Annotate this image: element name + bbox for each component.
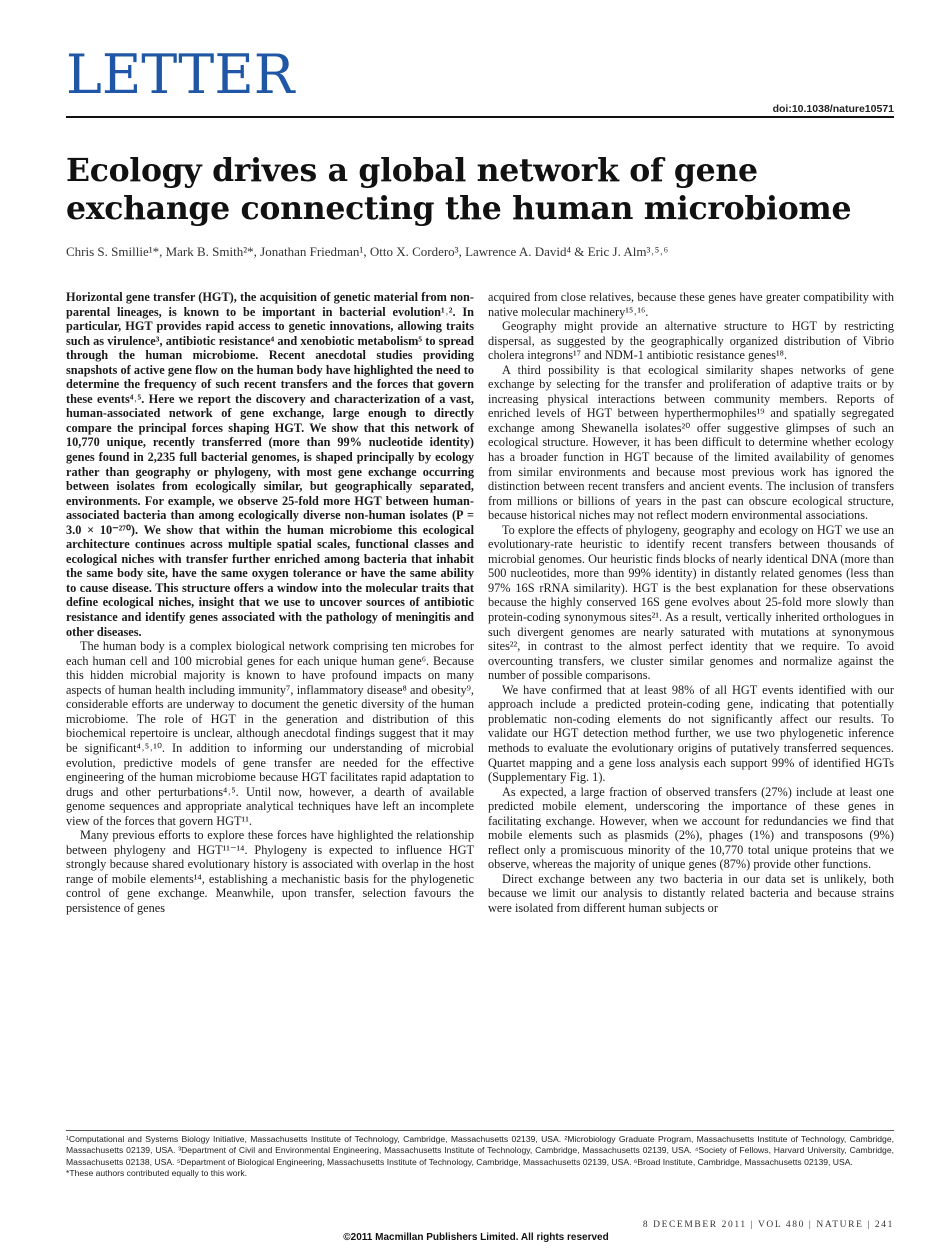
- journal-footer: 8 DECEMBER 2011 | VOL 480 | NATURE | 241: [642, 1220, 894, 1230]
- copyright-notice: ©2011 Macmillan Publishers Limited. All rights reserved: [343, 1232, 609, 1243]
- affiliations: [66, 1134, 894, 1179]
- body-column-left: [66, 290, 474, 916]
- article-title: Ecology drives a global network of gene exchange connecting the human microbiome: [66, 152, 852, 227]
- body-paragraph: A third possibility is that ecological similarity shapes networks of gene exchange by selecting for the transfer and proliferation of adaptive traits or by increasing physical interactions between community members. Reports of enriched levels of HGT between hyperthermophiles¹⁹ and spatially segregated exchange among Shewanella isolates²⁰ offer suggestive glimpses of such an ecological structure. However, it has been difficult to determine whether ecology has a broader function in HGT because of the limited availability of genomes from similar environments and because most previous work has ignored the distinction between recent transfers and ancient events. The inclusion of transfers from millions or billions of years in the past can obscure ecological structure, because historical niches may not reflect modern environmental associations.: [488, 362, 894, 523]
- body-column-right: [488, 290, 894, 916]
- section-label: LETTER: [66, 43, 295, 106]
- body-paragraph: Many previous efforts to explore these forces have highlighted the relationship between phylogeny and HGT¹¹⁻¹⁴. Phylogeny is expected to influence HGT strongly because shared evolutionary history is associated with overlap in the host range of mobile elements¹⁴, establishing a mechanistic basis for the phylogenetic control of gene exchange. Meanwhile, upon transfer, selection favours the persistence of genes: [66, 828, 474, 915]
- footnote-rule: [66, 1130, 894, 1131]
- body-paragraph: To explore the effects of phylogeny, geography and ecology on HGT we use an evolutionary-rate heuristic to identify recent transfers between thousands of microbial genomes. Our heuristic finds blocks of nearly identical DNA (more than 500 nucleotides, more than 99% identity) in distantly related genomes (less than 97% 16S rRNA similarity). HGT is the best explanation for these observations because the highly conserved 16S gene evolves about 25-fold more slowly than protein-coding synonymous sites²¹. As a result, vertically inherited orthologues in such divergent genomes are nearly saturated with mutations at synonymous sites²², in contrast to the almost perfect identity that we require. To avoid overcounting transfers, we cluster similar genomes and normalize against the number of possible comparisons.: [488, 522, 894, 683]
- abstract-paragraph: Horizontal gene transfer (HGT), the acquisition of genetic material from non-parental lineages, is known to be important in bacterial evolution¹˒². In particular, HGT provides rapid access to genetic innovations, allowing traits such as virulence³, antibiotic resistance⁴ and xenobiotic metabolism⁵ to spread through the human microbiome. Recent anecdotal studies providing snapshots of active gene flow on the human body have highlighted the need to determine the frequency of such recent transfers and the forces that govern these events⁴˒⁵. Here we report the discovery and characterization of a vast, human-associated network of gene exchange, large enough to directly compare the principal forces shaping HGT. We show that this network of 10,770 unique, recently transferred (more than 99% nucleotide identity) genes found in 2,235 full bacterial genomes, is shaped principally by ecology rather than geography or phylogeny, with most gene exchange occurring between isolates from ecologically similar, but geographically separated, environments. For example, we observe 25-fold more HGT between human-associated bacteria than among ecologically diverse non-human isolates (P = 3.0 × 10⁻²⁷⁰). We show that within the human microbiome this ecological architecture continues across multiple spatial scales, functional classes and ecological niches with transfer further enriched among bacteria that inhabit the same body site, have the same oxygen tolerance or have the same ability to cause disease. This structure offers a window into the molecular traits that define ecological niches, insight that we use to uncover sources of antibiotic resistance and identify genes associated with the pathology of meningitis and other diseases.: [66, 290, 474, 639]
- body-paragraph: The human body is a complex biological network comprising ten microbes for each human cell and 100 microbial genes for each unique human gene⁶. Because this hidden microbial majority is known to have profound impacts on many aspects of human health including immunity⁷, inflammatory disease⁸ and obesity⁹, considerable efforts are underway to document the genetic diversity of the human microbiome. The role of HGT in the generation and distribution of this biochemical repertoire is unclear, although anecdotal findings suggest that it may be significant⁴˒⁵˒¹⁰. In addition to informing our understanding of microbial evolution, predictive models of gene transfer are needed for the effective engineering of the human microbiome because HGT facilitates rapid adaptation to drugs and other perturbations⁴˒⁵. Until now, however, a dearth of available genome sequences and appropriate analytical techniques have left an incomplete view of the forces that govern HGT¹¹.: [66, 639, 474, 828]
- author-list: Chris S. Smillie¹*, Mark B. Smith²*, Jonathan Friedman¹, Otto X. Cordero³, Lawrence A. David⁴ & Eric J. Alm³˒⁵˒⁶: [66, 244, 669, 259]
- body-paragraph: We have confirmed that at least 98% of all HGT events identified with our approach include a predicted protein-coding gene, indicating that potentially problematic non-coding elements do not significantly affect our results. To validate our HGT detection method further, we use two phylogenetic inference methods to evaluate the evolutionary origins of putatively transferred sequences. Quartet mapping and a gene loss analysis each support 99% of identified HGTs (Supplementary Fig. 1).: [488, 682, 894, 785]
- body-paragraph: As expected, a large fraction of observed transfers (27%) include at least one predicted mobile element, underscoring the importance of these genes in facilitating exchange. However, when we account for redundancies we find that mobile elements such as plasmids (2%), phages (1%) and transposons (9%) reflect only a promiscuous minority of the 10,770 total unique proteins that we observe, whereas the majority of unique genes (87%) provide other functions.: [488, 784, 894, 872]
- equal-contribution-note: *These authors contributed equally to this work.: [66, 1167, 248, 1178]
- affiliation-text: ¹Computational and Systems Biology Initiative, Massachusetts Institute of Technology, Cambridge, Massachusetts 02139, USA. ²Microbiology Graduate Program, Massachusetts Institute of Technology, Cambridge, Massachusetts 02139, USA. ³Department of Civil and Environmental Engineering, Massachusetts Institute of Technology, Cambridge, Massachusetts 02139, USA. ⁴Society of Fellows, Harvard University, Cambridge, Massachusetts 02138, USA. ⁵Department of Biological Engineering, Massachusetts Institute of Technology, Cambridge, Massachusetts 02139, USA. ⁶Broad Institute, Cambridge, Massachusetts 02139, USA.: [66, 1134, 894, 1167]
- doi[interactable]: doi:10.1038/nature10571: [772, 103, 894, 115]
- body-paragraph: Direct exchange between any two bacteria in our data set is unlikely, both because we limit our analysis to distantly related bacteria and because strains were isolated from different human subjects or: [488, 871, 894, 915]
- header-rule: [66, 116, 894, 118]
- body-paragraph: acquired from close relatives, because these genes have greater compatibility with native molecular machinery¹⁵˒¹⁶.: [488, 290, 894, 319]
- body-paragraph: Geography might provide an alternative structure to HGT by restricting dispersal, as suggested by the geographically organized distribution of Vibrio cholera integrons¹⁷ and NDM-1 antibiotic resistance genes¹⁸.: [488, 319, 894, 363]
